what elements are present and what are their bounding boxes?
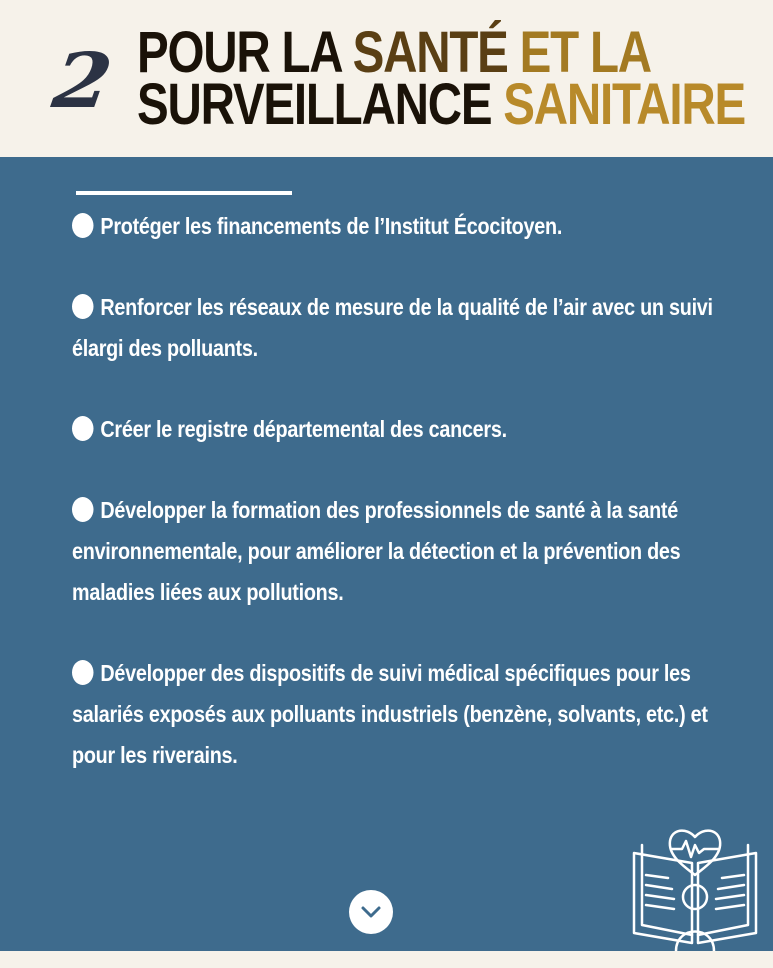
list-item-label: Développer la formation des professionnels de santé à la santé environnementale, pour améliorer la détection et la prévention des maladies liées aux pollutions. (72, 497, 681, 605)
list-item-label: Créer le registre départemental des cancers. (100, 416, 507, 442)
list-item (72, 287, 732, 369)
health-book-icon (628, 825, 762, 951)
bullet-icon (72, 213, 94, 238)
title-part: POUR LA (137, 20, 353, 85)
scroll-down-button[interactable] (349, 890, 393, 934)
title-part: SURVEILLANCE (137, 72, 504, 137)
page-title (137, 20, 746, 137)
bullet-icon (72, 497, 94, 522)
content-panel (0, 157, 773, 951)
footer-strip (0, 951, 773, 968)
commitments-list (72, 206, 732, 816)
bullet-icon (72, 294, 94, 319)
title-part: ET LA (519, 20, 651, 85)
list-item-text (72, 206, 730, 247)
list-item (72, 490, 732, 613)
list-item-text (72, 490, 730, 613)
list-item-text (72, 287, 730, 369)
list-item-text (72, 409, 730, 450)
header (0, 0, 773, 157)
list-item (72, 409, 732, 450)
title-part: SANITAIRE (503, 72, 746, 137)
list-item (72, 653, 732, 776)
title-part: SANTÉ (352, 20, 520, 85)
list-item-text (72, 653, 730, 776)
list-item-label: Protéger les financements de l’Institut Écocitoyen. (100, 213, 563, 239)
list-item-label: Renforcer les réseaux de mesure de la qualité de l’air avec un suivi élargi des polluants. (72, 294, 713, 361)
list-item (72, 206, 732, 247)
chevron-down-icon (357, 898, 385, 926)
bullet-icon (72, 416, 94, 441)
list-item-label: Développer des dispositifs de suivi médical spécifiques pour les salariés exposés aux polluants industriels (benzène, solvants, etc.) et pour les riverains. (72, 660, 708, 768)
section-number: 2 (47, 36, 118, 126)
divider (76, 191, 292, 195)
bullet-icon (72, 660, 94, 685)
